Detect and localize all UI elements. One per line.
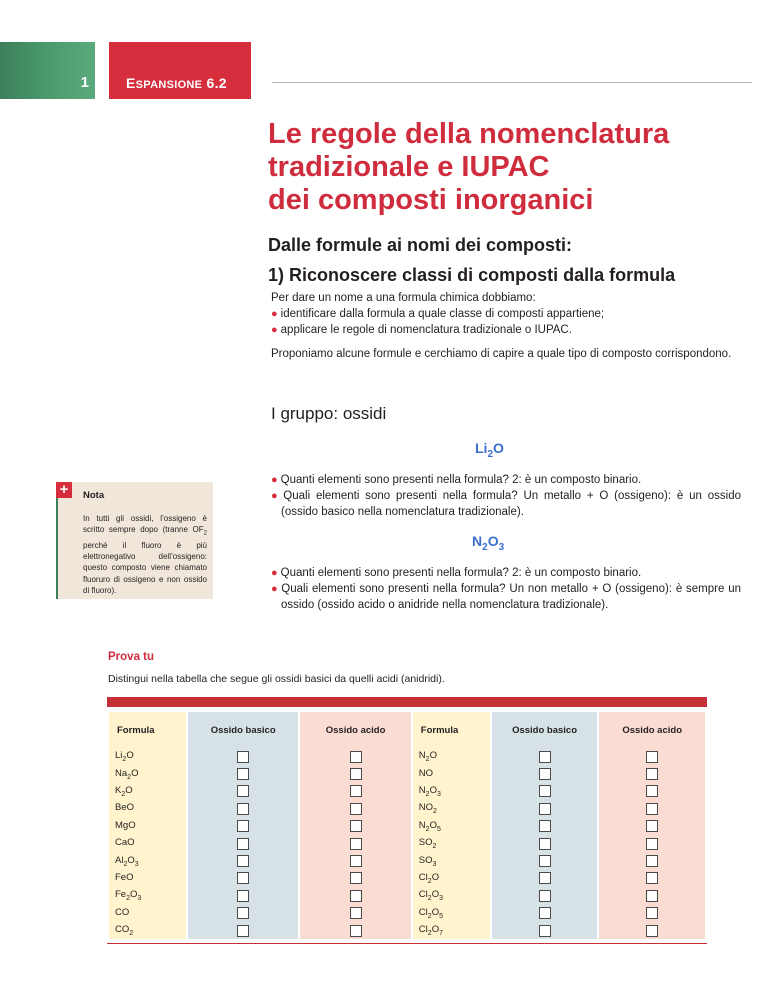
table-row xyxy=(109,800,705,817)
nota-sidebar xyxy=(56,482,213,599)
formula-cell-right xyxy=(413,800,490,817)
ossido-basico-checkbox[interactable] xyxy=(237,872,249,884)
formula-cell-right xyxy=(413,887,490,904)
table-row xyxy=(109,852,705,869)
bullet-dot-icon: ● xyxy=(271,474,278,486)
ossido-acido-checkbox[interactable] xyxy=(646,785,658,797)
example-2-bullet-1 xyxy=(271,565,741,581)
ossido-acido-cell xyxy=(599,800,705,817)
formula-part: N xyxy=(418,785,426,797)
formula-part: N xyxy=(472,533,483,549)
ossido-basico-checkbox[interactable] xyxy=(237,925,249,937)
formula-cell-left xyxy=(109,870,186,887)
ossido-basico-cell xyxy=(492,905,598,922)
formula-subscript: 2 xyxy=(127,773,132,781)
formula-cell-right xyxy=(413,852,490,869)
formula-cell-right xyxy=(413,765,490,782)
ossido-acido-checkbox[interactable] xyxy=(646,890,658,902)
example-1-bullet-1-text: Quanti elementi sono presenti nella formula? 2: è un composto binario. xyxy=(280,474,642,486)
formula-part: MgO xyxy=(115,819,136,831)
ossido-acido-cell xyxy=(599,922,705,939)
table-row xyxy=(109,748,705,765)
page-title xyxy=(268,118,738,217)
formula-part: CO xyxy=(115,906,130,918)
ossido-acido-checkbox[interactable] xyxy=(646,820,658,832)
formula-part: Fe xyxy=(115,889,127,901)
ossido-basico-cell xyxy=(492,870,598,887)
ossido-acido-cell xyxy=(599,887,705,904)
table-header-row xyxy=(109,712,705,748)
formula-part: O xyxy=(487,533,499,549)
formula-subscript: 2 xyxy=(425,825,430,833)
formula-subscript: 2 xyxy=(427,877,432,885)
intro-bullet-1-text: identificare dalla formula a quale classe di composti appartiene; xyxy=(280,308,605,320)
example-2-bullet-2-text: Quali elementi sono presenti nella formula? Un non metallo + O (ossigeno): è sempre un ossido (ossido acido o anidride nella nomenclatura tradizionale). xyxy=(281,583,741,611)
ossido-acido-cell xyxy=(300,765,410,782)
espansione-first-letter: E xyxy=(126,75,136,91)
formula-part: N xyxy=(418,819,426,831)
formula-part: O xyxy=(429,785,437,797)
plus-icon: + xyxy=(56,482,72,498)
proposal-paragraph: Proponiamo alcune formule e cerchiamo di capire a quale tipo di composto corrispondono. xyxy=(271,348,732,360)
ossido-basico-checkbox[interactable] xyxy=(539,907,551,919)
prova-tu-heading: Prova tu xyxy=(108,651,155,663)
ossido-basico-checkbox[interactable] xyxy=(237,785,249,797)
formula-subscript: 2 xyxy=(432,843,437,851)
example-1-bullet-1 xyxy=(271,472,741,488)
formula-subscript: 2 xyxy=(126,895,130,903)
ossido-acido-checkbox[interactable] xyxy=(350,785,362,797)
ossido-acido-checkbox[interactable] xyxy=(646,907,658,919)
formula-subscript: 3 xyxy=(498,541,505,553)
formula-subscript: 2 xyxy=(427,930,432,938)
example-1-bullet-2-text: Quali elementi sono presenti nella formula? Un metallo + O (ossigeno): è un ossido (ossido basico nella nomenclatura tradizionale). xyxy=(281,490,741,518)
ossido-basico-checkbox[interactable] xyxy=(237,803,249,815)
ossido-basico-checkbox[interactable] xyxy=(237,820,249,832)
nota-text-subscript: 2 xyxy=(203,530,207,537)
ossido-basico-cell xyxy=(188,835,298,852)
example-1-bullet-2 xyxy=(271,488,741,520)
ossido-acido-cell xyxy=(599,783,705,800)
formula-cell-left xyxy=(109,765,186,782)
formula-subscript: 3 xyxy=(432,860,437,868)
intro-bullet-2-text: applicare le regole di nomenclatura tradizionale o IUPAC. xyxy=(280,324,572,336)
ossido-basico-cell xyxy=(492,818,598,835)
formula-cell-right xyxy=(413,905,490,922)
formula-part: O xyxy=(431,924,440,936)
nota-title: Nota xyxy=(83,490,105,501)
subtitle xyxy=(268,230,738,290)
formula-subscript: 3 xyxy=(436,790,441,798)
intro-bullet-2 xyxy=(271,322,741,338)
formula-part: Li xyxy=(115,750,123,762)
formula-part: O xyxy=(125,785,133,797)
espansione-rest: SPANSIONE xyxy=(135,79,203,91)
formula-part: O xyxy=(131,767,139,779)
formula-part: CaO xyxy=(115,837,135,849)
nota-text xyxy=(83,513,207,596)
formula-subscript: 2 xyxy=(129,930,134,938)
formula-subscript: 2 xyxy=(425,790,430,798)
formula-part: O xyxy=(429,750,437,762)
page-number-block xyxy=(0,42,95,99)
formula-cell-left xyxy=(109,800,186,817)
ossido-acido-checkbox[interactable] xyxy=(646,803,658,815)
formula-part: O xyxy=(431,871,440,883)
title-line-3: dei composti inorganici xyxy=(268,184,594,216)
intro-paragraph xyxy=(271,290,741,338)
page-number: 1 xyxy=(80,74,89,91)
ossido-acido-checkbox[interactable] xyxy=(350,768,362,780)
formula-subscript: 2 xyxy=(433,808,437,816)
formula-part: SO xyxy=(418,854,433,866)
formula-cell-left xyxy=(109,835,186,852)
formula-part: Li xyxy=(475,440,488,456)
formula-part: BeO xyxy=(115,802,135,814)
ossido-acido-checkbox[interactable] xyxy=(350,820,362,832)
ossido-basico-cell xyxy=(492,835,598,852)
ossido-acido-checkbox[interactable] xyxy=(350,907,362,919)
example-2-bullets xyxy=(271,565,741,613)
formula-cell-left xyxy=(109,922,186,939)
ossido-basico-checkbox[interactable] xyxy=(539,785,551,797)
bullet-dot-icon: ● xyxy=(271,567,278,579)
ossido-basico-cell xyxy=(492,783,598,800)
formula-subscript: 2 xyxy=(427,895,432,903)
ossido-basico-cell xyxy=(188,922,298,939)
formula-part: N xyxy=(418,750,426,762)
formula-subscript: 7 xyxy=(439,930,443,938)
formula-subscript: 5 xyxy=(436,825,441,833)
formula-part: O xyxy=(130,889,138,901)
formula-cell-left xyxy=(109,852,186,869)
formula-subscript: 2 xyxy=(482,541,488,553)
formula-cell-left xyxy=(109,748,186,765)
ossido-basico-cell xyxy=(188,748,298,765)
title-line-2: tradizionale e IUPAC xyxy=(268,151,550,183)
ossido-basico-cell xyxy=(188,905,298,922)
ossido-acido-cell xyxy=(300,852,410,869)
ossido-basico-checkbox[interactable] xyxy=(237,890,249,902)
ossido-basico-checkbox[interactable] xyxy=(539,925,551,937)
ossido-basico-cell xyxy=(492,887,598,904)
ossido-basico-cell xyxy=(188,818,298,835)
ossido-acido-cell xyxy=(599,835,705,852)
formula-part: FeO xyxy=(115,871,134,883)
ossido-acido-checkbox[interactable] xyxy=(350,925,362,937)
ossido-acido-cell xyxy=(599,765,705,782)
ossido-acido-checkbox[interactable] xyxy=(646,872,658,884)
ossido-basico-checkbox[interactable] xyxy=(237,768,249,780)
ossido-basico-checkbox[interactable] xyxy=(539,838,551,850)
formula-part: Cl xyxy=(418,871,428,883)
ossido-acido-checkbox[interactable] xyxy=(350,803,362,815)
ossido-acido-checkbox[interactable] xyxy=(646,751,658,763)
formula-subscript: 2 xyxy=(123,860,128,868)
prova-tu-instruction: Distingui nella tabella che segue gli ossidi basici da quelli acidi (anidridi). xyxy=(108,673,445,685)
formula-part: NO xyxy=(418,802,434,814)
example-2-bullet-1-text: Quanti elementi sono presenti nella formula? 2: è un composto binario. xyxy=(280,567,642,579)
formula-part: Cl xyxy=(418,924,428,936)
ossido-acido-cell xyxy=(300,800,410,817)
ossido-basico-checkbox[interactable] xyxy=(539,872,551,884)
ossido-acido-cell xyxy=(300,818,410,835)
ossido-basico-cell xyxy=(492,765,598,782)
formula-cell-right xyxy=(413,748,490,765)
ossido-basico-cell xyxy=(188,852,298,869)
espansione-number: 6.2 xyxy=(206,75,227,91)
formula-cell-left xyxy=(109,887,186,904)
formula-part: O xyxy=(431,906,440,918)
formula-cell-right xyxy=(413,870,490,887)
espansione-tab xyxy=(109,42,251,99)
table-row xyxy=(109,887,705,904)
ossido-acido-cell xyxy=(599,748,705,765)
ossido-basico-cell xyxy=(492,922,598,939)
ossido-basico-checkbox[interactable] xyxy=(237,855,249,867)
formula-cell-left xyxy=(109,783,186,800)
formula-part: Cl xyxy=(418,906,428,918)
ossido-basico-checkbox[interactable] xyxy=(539,803,551,815)
formula-part: NO xyxy=(418,767,434,779)
ossido-basico-checkbox[interactable] xyxy=(539,820,551,832)
bullet-dot-icon: ● xyxy=(271,583,279,595)
header-ossido-basico-right: Ossido basico xyxy=(492,712,598,748)
formula-subscript: 2 xyxy=(487,448,494,460)
formula-cell-right xyxy=(413,835,490,852)
table-row xyxy=(109,835,705,852)
bullet-dot-icon: ● xyxy=(271,490,281,502)
oxide-classification-table xyxy=(107,712,707,939)
formula-subscript: 2 xyxy=(425,756,430,764)
ossido-basico-checkbox[interactable] xyxy=(539,855,551,867)
formula-cell-left xyxy=(109,905,186,922)
ossido-acido-checkbox[interactable] xyxy=(350,890,362,902)
bullet-dot-icon: ● xyxy=(271,324,278,336)
formula-subscript: 2 xyxy=(121,790,126,798)
subtitle-line-2: 1) Riconoscere classi di composti dalla formula xyxy=(268,265,676,285)
espansione-label xyxy=(126,75,227,91)
ossido-basico-cell xyxy=(492,800,598,817)
formula-subscript: 3 xyxy=(439,895,443,903)
ossido-acido-checkbox[interactable] xyxy=(646,838,658,850)
ossido-basico-checkbox[interactable] xyxy=(237,838,249,850)
header-rule xyxy=(272,82,752,83)
formula-subscript: 5 xyxy=(439,912,443,920)
table-bottom-rule xyxy=(107,943,707,944)
bullet-dot-icon: ● xyxy=(271,308,278,320)
table-body xyxy=(109,748,705,939)
nota-accent-strip xyxy=(56,498,58,599)
subtitle-line-1: Dalle formule ai nomi dei composti: xyxy=(268,235,573,255)
ossido-acido-checkbox[interactable] xyxy=(350,872,362,884)
ossido-acido-cell xyxy=(599,818,705,835)
example-1-bullets xyxy=(271,472,741,520)
ossido-acido-checkbox[interactable] xyxy=(646,855,658,867)
ossido-basico-checkbox[interactable] xyxy=(539,751,551,763)
formula-cell-left xyxy=(109,818,186,835)
header-ossido-basico-left: Ossido basico xyxy=(188,712,298,748)
ossido-basico-cell xyxy=(492,748,598,765)
example-formula-n2o3 xyxy=(472,533,504,553)
formula-subscript: 3 xyxy=(134,860,139,868)
formula-part: CO xyxy=(115,924,130,936)
formula-part: Na xyxy=(115,767,128,779)
nota-text-part: perché il fluoro è più elettronegativo dell’ossigeno: questo composto viene chiamato fluoruro di ossigeno e non ossido di fluoro). xyxy=(83,541,207,595)
ossido-basico-cell xyxy=(188,783,298,800)
ossido-acido-cell xyxy=(300,835,410,852)
ossido-basico-checkbox[interactable] xyxy=(539,768,551,780)
formula-subscript: 2 xyxy=(427,912,432,920)
section-heading: I gruppo: ossidi xyxy=(271,404,387,423)
ossido-basico-cell xyxy=(188,800,298,817)
example-2-bullet-2 xyxy=(271,581,741,613)
example-formula-li2o xyxy=(475,440,504,460)
formula-part: SO xyxy=(418,837,433,849)
formula-part: K xyxy=(115,785,122,797)
ossido-acido-checkbox[interactable] xyxy=(350,838,362,850)
table-row xyxy=(109,783,705,800)
formula-part: Cl xyxy=(418,889,428,901)
table-row xyxy=(109,765,705,782)
ossido-basico-cell xyxy=(188,765,298,782)
formula-subscript: 3 xyxy=(137,895,142,903)
table-top-bar xyxy=(107,697,707,707)
ossido-basico-checkbox[interactable] xyxy=(237,907,249,919)
ossido-acido-cell xyxy=(300,783,410,800)
formula-cell-right xyxy=(413,818,490,835)
title-line-1: Le regole della nomenclatura xyxy=(268,118,670,150)
ossido-acido-checkbox[interactable] xyxy=(646,925,658,937)
header-ossido-acido-right: Ossido acido xyxy=(599,712,705,748)
ossido-acido-cell xyxy=(599,870,705,887)
ossido-acido-cell xyxy=(300,887,410,904)
formula-part: O xyxy=(126,750,134,762)
ossido-acido-cell xyxy=(599,852,705,869)
formula-subscript: 2 xyxy=(122,756,127,764)
nota-text-part: In tutti gli ossidi, l’ossigeno è scritto sempre dopo (tranne OF xyxy=(83,514,207,535)
formula-part: O xyxy=(429,819,437,831)
formula-cell-right xyxy=(413,922,490,939)
formula-part: O xyxy=(493,440,504,456)
ossido-acido-checkbox[interactable] xyxy=(646,768,658,780)
table-row xyxy=(109,905,705,922)
header-ossido-acido-left: Ossido acido xyxy=(300,712,410,748)
ossido-acido-checkbox[interactable] xyxy=(350,855,362,867)
formula-part: O xyxy=(127,854,135,866)
table-row xyxy=(109,818,705,835)
header-formula-left: Formula xyxy=(109,712,186,748)
formula-part: Al xyxy=(115,854,124,866)
table-row xyxy=(109,922,705,939)
ossido-basico-cell xyxy=(188,887,298,904)
ossido-basico-checkbox[interactable] xyxy=(237,751,249,763)
formula-part: O xyxy=(431,889,440,901)
ossido-acido-cell xyxy=(300,905,410,922)
ossido-acido-checkbox[interactable] xyxy=(350,751,362,763)
ossido-acido-cell xyxy=(300,870,410,887)
ossido-acido-cell xyxy=(300,748,410,765)
ossido-basico-checkbox[interactable] xyxy=(539,890,551,902)
table-row xyxy=(109,870,705,887)
ossido-basico-cell xyxy=(492,852,598,869)
intro-bullet-1 xyxy=(271,306,741,322)
formula-cell-right xyxy=(413,783,490,800)
ossido-acido-cell xyxy=(599,905,705,922)
intro-lead: Per dare un nome a una formula chimica dobbiamo: xyxy=(271,292,536,304)
ossido-basico-cell xyxy=(188,870,298,887)
ossido-acido-cell xyxy=(300,922,410,939)
header-formula-right: Formula xyxy=(413,712,490,748)
